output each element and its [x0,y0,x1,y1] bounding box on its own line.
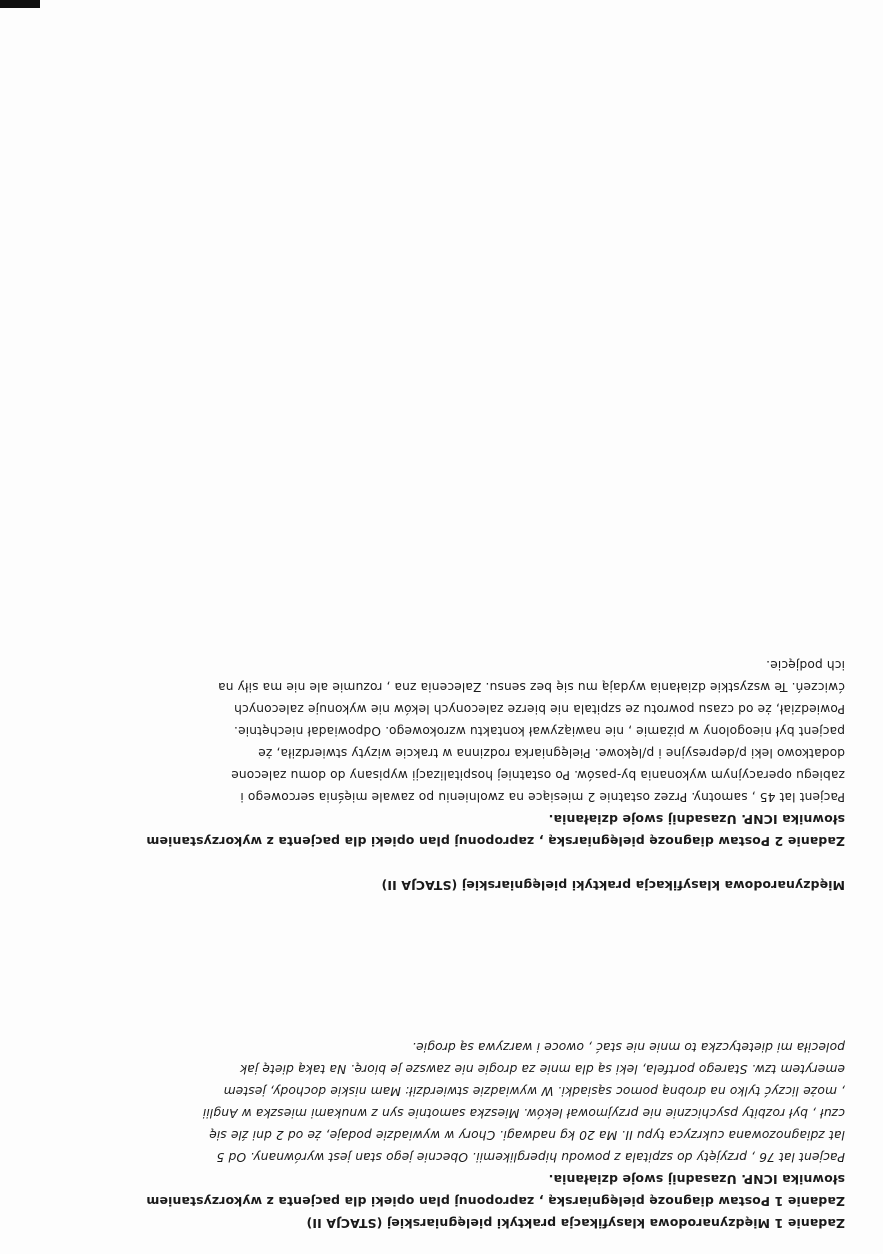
task-1-case-line: czuł , był rozbity psychicznie nie przyjmował leków. Mieszka samotnie syn z wnukami mieszka w Anglii [202,1106,845,1120]
task-1-instruction-line-2: słownika ICNP. Uzasadnij swoje działania. [548,1172,845,1187]
spacer [35,852,845,874]
task-2-title: Międzynarodowa klasyfikacja praktyki pielęgniarskiej (STACJA II) [381,878,845,893]
task-2-case-line: dodatkowo leki p/depresyjne i p/lękowe. Pielęgniarka rodzinna w trakcie wizyty stwierdziła, że [258,746,845,760]
task-1-section [35,1036,845,1234]
task-2-case-line: ćwiczeń. Te wszystkie działania wydają mu się bez sensu. Zalecenia zna , rozumie ale nie ma siły na [217,680,845,694]
task-2-case-line: zabiegu operacyjnym wykonania by-pasów. Po ostatniej hospitalizacji wypisany do domu zalecone [231,768,845,782]
task-2-instruction-line-2: słownika ICNP. Uzasadnij swoje działania. [548,812,845,827]
task-2-case-line: Powiedział, że od czasu powrotu ze szpitala nie bierze zaleconych leków nie wykonuje zaleconych [233,702,845,716]
task-1-case-line: Pacjent lat 76 , przyjęty do szpitala z powodu hiperglikemii. Obecnie jego stan jest wyrównany. Od 5 [216,1150,845,1164]
task-1-case-line: poleciła mi dietetyczka to mnie nie stać , owoce i warzywa są drogie. [411,1040,845,1054]
task-1-case-line: , może liczyć tylko na drobną pomoc sąsiadki. W wywiadzie stwierdził: Mam niskie dochody, jestem [223,1084,845,1098]
task-2-section [35,654,845,896]
task-2-instruction-line-1: Zadanie 2 Postaw diagnozę pielęgniarską , zaproponuj plan opieki dla pacjenta z wykorzystaniem [146,834,845,849]
task-1-instruction-line-1: Zadanie 1 Postaw diagnozę pielęgniarską , zaproponuj plan opieki dla pacjenta z wykorzystaniem [146,1194,845,1209]
task-2-case-line: ich podjęcie. [766,658,845,672]
task-1-case-line: emerytem tzw. Starego portfela, leki są dla mnie za drogie nie zawsze je biorę. Na taką dietę jak [239,1062,845,1076]
task-2-case-line: pacjent był nieogolony w piżamie , nie nawiązywał kontaktu wzrokowego. Odpowiadał niechętnie. [233,724,845,738]
task-1-title: Zadanie 1 Międzynarodowa klasyfikacja praktyki pielęgniarskiej (STACJA II) [306,1216,845,1231]
task-1-case-line: lat zdiagnozowana cukrzyca typu II. Ma 20 kg nadwagi. Chory w wywiadzie podaje, że od 2 dni źle się [209,1128,845,1142]
task-2-case-line: Pacjent lat 45 , samotny. Przez ostatnie 2 miesiące na zwolnieniu po zawale mięśnia sercowego i [240,790,845,804]
